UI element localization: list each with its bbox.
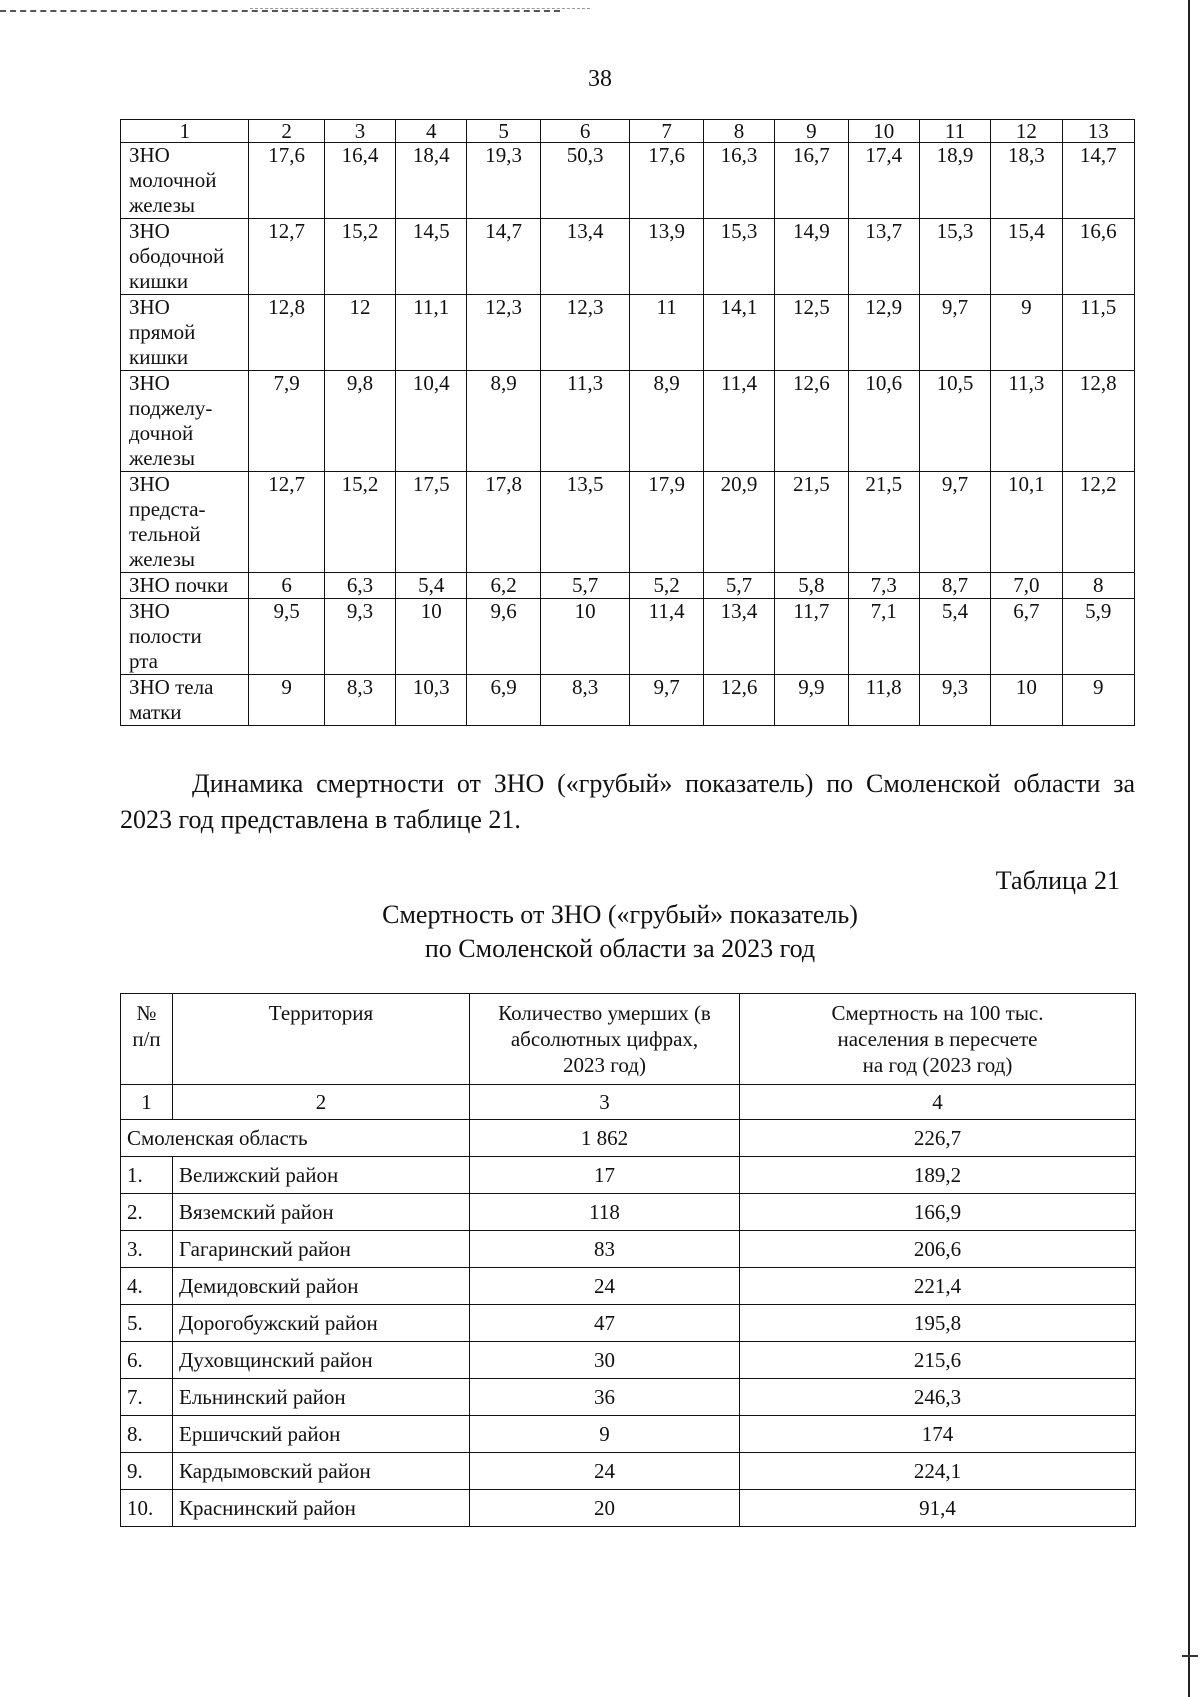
value-cell: 12,3 [467, 295, 540, 371]
table-row [121, 1231, 1136, 1268]
value-cell: 10 [540, 599, 630, 675]
value-cell: 8,9 [467, 371, 540, 472]
scan-artifact-rule [0, 10, 560, 12]
caption-line: по Смоленской области за 2023 год [424, 934, 816, 963]
row-label-line: поджелу- [129, 396, 213, 420]
value-cell: 8 [1062, 573, 1134, 599]
value-cell: 10,4 [396, 371, 467, 472]
header-line: № [136, 1001, 157, 1025]
table-row [121, 573, 1135, 599]
value-cell: 5,2 [630, 573, 703, 599]
value-cell: 8,7 [919, 573, 990, 599]
table-row [121, 675, 1135, 726]
header-line: 2023 год) [563, 1053, 646, 1077]
row-label-line: ЗНО почки [129, 573, 229, 597]
row-label-line: ЗНО [129, 371, 170, 395]
value-cell: 11,7 [775, 599, 848, 675]
value-cell: 16,7 [775, 143, 848, 219]
value-cell: 16,3 [703, 143, 774, 219]
value-cell: 14,5 [396, 219, 467, 295]
column-number-cell: 5 [467, 120, 540, 143]
table-row [121, 1453, 1136, 1490]
header-cell-number [121, 994, 173, 1085]
deaths-cell: 24 [470, 1453, 740, 1490]
value-cell: 10 [991, 675, 1062, 726]
rate-cell: 166,9 [740, 1194, 1136, 1231]
header-line: абсолютных цифрах, [510, 1027, 699, 1051]
value-cell: 5,8 [775, 573, 848, 599]
table-row [121, 219, 1135, 295]
value-cell: 9,7 [919, 472, 990, 573]
row-number-cell: 7. [121, 1379, 173, 1416]
header-line: Количество умерших (в [498, 1001, 711, 1025]
row-label-line: железы [129, 446, 196, 470]
row-label-cell [121, 371, 249, 472]
value-cell: 18,9 [919, 143, 990, 219]
column-number-cell: 1 [121, 1085, 173, 1120]
row-label-line: ЗНО [129, 599, 170, 623]
territory-cell: Краснинский район [173, 1490, 470, 1527]
value-cell: 5,7 [540, 573, 630, 599]
rate-cell: 224,1 [740, 1453, 1136, 1490]
value-cell: 11,3 [991, 371, 1062, 472]
value-cell: 9,5 [249, 599, 324, 675]
row-label-line: ЗНО [129, 219, 170, 243]
deaths-cell: 17 [470, 1157, 740, 1194]
value-cell: 9 [1062, 675, 1134, 726]
value-cell: 16,4 [324, 143, 395, 219]
value-cell: 9,7 [919, 295, 990, 371]
header-cell-mortality [740, 994, 1136, 1085]
column-number-cell: 4 [740, 1085, 1136, 1120]
value-cell: 7,3 [848, 573, 919, 599]
value-cell: 15,3 [703, 219, 774, 295]
value-cell: 14,1 [703, 295, 774, 371]
row-label-line: дочной [129, 421, 194, 445]
rate-cell: 206,6 [740, 1231, 1136, 1268]
column-number-cell: 2 [249, 120, 324, 143]
value-cell: 19,3 [467, 143, 540, 219]
value-cell: 17,8 [467, 472, 540, 573]
deaths-cell: 9 [470, 1416, 740, 1453]
value-cell: 9,3 [919, 675, 990, 726]
header-cell-territory: Территория [173, 994, 470, 1085]
rate-cell: 91,4 [740, 1490, 1136, 1527]
value-cell: 11,1 [396, 295, 467, 371]
value-cell: 9 [249, 675, 324, 726]
rate-cell: 221,4 [740, 1268, 1136, 1305]
value-cell: 6,9 [467, 675, 540, 726]
row-label-line: молочной [129, 168, 217, 192]
value-cell: 13,4 [703, 599, 774, 675]
table-row [121, 472, 1135, 573]
row-number-cell: 4. [121, 1268, 173, 1305]
column-number-cell: 2 [173, 1085, 470, 1120]
row-label-line: железы [129, 547, 196, 571]
value-cell: 50,3 [540, 143, 630, 219]
territory-cell: Вяземский район [173, 1194, 470, 1231]
row-number-cell: 10. [121, 1490, 173, 1527]
value-cell: 7,9 [249, 371, 324, 472]
column-number-cell: 12 [991, 120, 1062, 143]
value-cell: 10,3 [396, 675, 467, 726]
row-label-line: тельной [129, 522, 201, 546]
header-line: на год (2023 год) [862, 1053, 1013, 1077]
total-row [121, 1120, 1136, 1157]
cancer-incidence-table [120, 119, 1135, 726]
table-row [121, 1416, 1136, 1453]
value-cell: 7,1 [848, 599, 919, 675]
column-number-cell: 8 [703, 120, 774, 143]
value-cell: 14,9 [775, 219, 848, 295]
value-cell: 15,2 [324, 472, 395, 573]
value-cell: 12,2 [1062, 472, 1134, 573]
territory-cell: Гагаринский район [173, 1231, 470, 1268]
row-label-cell [121, 573, 249, 599]
value-cell: 16,6 [1062, 219, 1134, 295]
value-cell: 5,4 [919, 599, 990, 675]
column-number-cell: 3 [470, 1085, 740, 1120]
row-label-cell [121, 143, 249, 219]
row-label-cell [121, 599, 249, 675]
column-number-cell: 7 [630, 120, 703, 143]
row-label-line: предста- [129, 497, 206, 521]
rate-cell: 195,8 [740, 1305, 1136, 1342]
rate-cell: 215,6 [740, 1342, 1136, 1379]
row-label-line: железы [129, 193, 196, 217]
value-cell: 21,5 [775, 472, 848, 573]
value-cell: 6,7 [991, 599, 1062, 675]
value-cell: 9,3 [324, 599, 395, 675]
table-row [121, 1268, 1136, 1305]
territory-cell: Демидовский район [173, 1268, 470, 1305]
row-label-line: полости [129, 624, 202, 648]
value-cell: 14,7 [467, 219, 540, 295]
value-cell: 11,8 [848, 675, 919, 726]
column-number-cell: 3 [324, 120, 395, 143]
total-territory-cell: Смоленская область [121, 1120, 470, 1157]
value-cell: 8,3 [540, 675, 630, 726]
value-cell: 12,5 [775, 295, 848, 371]
value-cell: 15,2 [324, 219, 395, 295]
value-cell: 18,3 [991, 143, 1062, 219]
table-row [121, 371, 1135, 472]
value-cell: 9,6 [467, 599, 540, 675]
row-number-cell: 8. [121, 1416, 173, 1453]
value-cell: 9,7 [630, 675, 703, 726]
row-number-cell: 1. [121, 1157, 173, 1194]
value-cell: 9 [991, 295, 1062, 371]
row-label-cell [121, 219, 249, 295]
value-cell: 5,9 [1062, 599, 1134, 675]
row-label-line: рта [129, 649, 158, 673]
value-cell: 20,9 [703, 472, 774, 573]
scan-artifact-edge [1182, 1655, 1198, 1657]
row-label-cell [121, 295, 249, 371]
value-cell: 10,1 [991, 472, 1062, 573]
territory-cell: Кардымовский район [173, 1453, 470, 1490]
value-cell: 15,4 [991, 219, 1062, 295]
value-cell: 13,4 [540, 219, 630, 295]
value-cell: 5,7 [703, 573, 774, 599]
value-cell: 5,4 [396, 573, 467, 599]
value-cell: 6 [249, 573, 324, 599]
territory-cell: Ельнинский район [173, 1379, 470, 1416]
value-cell: 13,9 [630, 219, 703, 295]
intro-paragraph: Динамика смертности от ЗНО («грубый» показатель) по Смоленской области за 2023 год представлена в таблице 21. [120, 769, 1135, 834]
column-number-cell: 10 [848, 120, 919, 143]
mortality-table [120, 993, 1136, 1527]
header-line: населения в пересчете [837, 1027, 1038, 1051]
table-row [121, 1305, 1136, 1342]
value-cell: 9,8 [324, 371, 395, 472]
row-label-line: ЗНО [129, 472, 170, 496]
row-number-cell: 5. [121, 1305, 173, 1342]
deaths-cell: 118 [470, 1194, 740, 1231]
header-line: п/п [132, 1027, 161, 1051]
table-row [121, 143, 1135, 219]
value-cell: 11,3 [540, 371, 630, 472]
table-row [121, 1490, 1136, 1527]
column-number-cell: 13 [1062, 120, 1134, 143]
value-cell: 17,5 [396, 472, 467, 573]
header-cell-deaths [470, 994, 740, 1085]
table-row [121, 1194, 1136, 1231]
row-label-cell [121, 675, 249, 726]
total-deaths-cell: 1 862 [470, 1120, 740, 1157]
value-cell: 17,4 [848, 143, 919, 219]
deaths-cell: 83 [470, 1231, 740, 1268]
value-cell: 12,6 [703, 675, 774, 726]
value-cell: 17,9 [630, 472, 703, 573]
table-row [121, 1342, 1136, 1379]
value-cell: 12,9 [848, 295, 919, 371]
territory-cell: Велижский район [173, 1157, 470, 1194]
deaths-cell: 20 [470, 1490, 740, 1527]
value-cell: 13,7 [848, 219, 919, 295]
row-number-cell: 9. [121, 1453, 173, 1490]
deaths-cell: 47 [470, 1305, 740, 1342]
value-cell: 12,7 [249, 219, 324, 295]
column-number-cell: 9 [775, 120, 848, 143]
value-cell: 7,0 [991, 573, 1062, 599]
value-cell: 6,2 [467, 573, 540, 599]
value-cell: 6,3 [324, 573, 395, 599]
value-cell: 12,3 [540, 295, 630, 371]
value-cell: 9,9 [775, 675, 848, 726]
value-cell: 11,4 [630, 599, 703, 675]
rate-cell: 246,3 [740, 1379, 1136, 1416]
deaths-cell: 24 [470, 1268, 740, 1305]
rate-cell: 174 [740, 1416, 1136, 1453]
column-number-row [121, 1085, 1136, 1120]
row-label-line: ЗНО тела [129, 675, 214, 699]
table-row [121, 295, 1135, 371]
scan-artifact-rule [250, 8, 590, 9]
table-header-row [121, 994, 1136, 1085]
value-cell: 21,5 [848, 472, 919, 573]
caption-line: Смертность от ЗНО («грубый» показатель) [382, 900, 858, 929]
value-cell: 14,7 [1062, 143, 1134, 219]
value-cell: 11 [630, 295, 703, 371]
row-number-cell: 3. [121, 1231, 173, 1268]
row-label-line: матки [129, 700, 182, 724]
row-label-line: кишки [129, 345, 189, 369]
column-number-cell: 4 [396, 120, 467, 143]
value-cell: 8,3 [324, 675, 395, 726]
value-cell: 12 [324, 295, 395, 371]
value-cell: 18,4 [396, 143, 467, 219]
table-row [121, 1379, 1136, 1416]
value-cell: 15,3 [919, 219, 990, 295]
value-cell: 12,6 [775, 371, 848, 472]
value-cell: 17,6 [630, 143, 703, 219]
row-number-cell: 6. [121, 1342, 173, 1379]
table-row [121, 599, 1135, 675]
value-cell: 12,8 [249, 295, 324, 371]
territory-cell: Духовщинский район [173, 1342, 470, 1379]
value-cell: 12,7 [249, 472, 324, 573]
row-label-line: ободочной [129, 244, 225, 268]
total-rate-cell: 226,7 [740, 1120, 1136, 1157]
value-cell: 8,9 [630, 371, 703, 472]
column-number-cell: 6 [540, 120, 630, 143]
rate-cell: 189,2 [740, 1157, 1136, 1194]
table-header-row [121, 120, 1135, 143]
row-label-cell [121, 472, 249, 573]
table-number: Таблица 21 [995, 866, 1120, 895]
row-number-cell: 2. [121, 1194, 173, 1231]
territory-cell: Дорогобужский район [173, 1305, 470, 1342]
value-cell: 12,8 [1062, 371, 1134, 472]
value-cell: 11,5 [1062, 295, 1134, 371]
deaths-cell: 30 [470, 1342, 740, 1379]
value-cell: 17,6 [249, 143, 324, 219]
row-label-line: кишки [129, 269, 189, 293]
table-caption [0, 898, 1200, 966]
value-cell: 11,4 [703, 371, 774, 472]
value-cell: 13,5 [540, 472, 630, 573]
column-number-cell: 1 [121, 120, 249, 143]
value-cell: 10 [396, 599, 467, 675]
row-label-line: ЗНО [129, 295, 170, 319]
value-cell: 10,5 [919, 371, 990, 472]
scan-artifact-edge [1188, 0, 1190, 1697]
page-number: 38 [588, 66, 612, 92]
deaths-cell: 36 [470, 1379, 740, 1416]
table-row [121, 1157, 1136, 1194]
value-cell: 10,6 [848, 371, 919, 472]
column-number-cell: 11 [919, 120, 990, 143]
territory-cell: Ершичский район [173, 1416, 470, 1453]
header-line: Смертность на 100 тыс. [831, 1001, 1044, 1025]
row-label-line: ЗНО [129, 143, 170, 167]
row-label-line: прямой [129, 320, 196, 344]
